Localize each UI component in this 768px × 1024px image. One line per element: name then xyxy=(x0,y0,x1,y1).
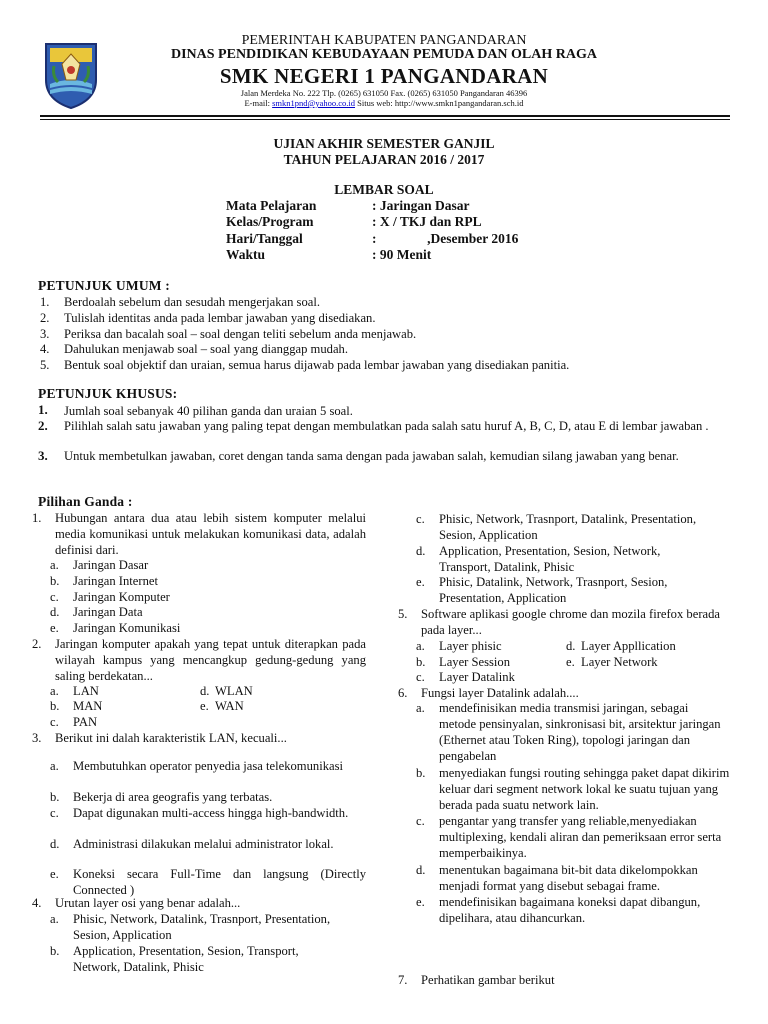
option-letter: b. xyxy=(50,574,60,588)
question-option: Layer Datalink xyxy=(439,670,515,684)
question-option: Layer Network xyxy=(581,655,658,669)
question-number: 4. xyxy=(32,896,42,910)
option-letter: e. xyxy=(416,575,425,589)
option-letter: d. xyxy=(200,684,210,698)
question-number: 6. xyxy=(398,686,408,700)
general-instruction-item: Bentuk soal objektif dan uraian, semua harus dijawab pada lembar jawaban yang disediakan panitia. xyxy=(64,358,570,372)
question-option: Jaringan Internet xyxy=(73,574,158,588)
header-divider-thick xyxy=(40,115,730,117)
question-number: 5. xyxy=(398,607,408,621)
question-option: PAN xyxy=(73,715,98,729)
list-number: 1. xyxy=(40,295,50,309)
question-number: 2. xyxy=(32,637,42,651)
question-text: Urutan layer osi yang benar adalah... xyxy=(55,896,241,910)
option-letter: a. xyxy=(50,558,59,572)
option-letter: d. xyxy=(566,639,576,653)
list-number: 2. xyxy=(38,418,48,433)
question-number: 3. xyxy=(32,731,42,745)
option-letter: a. xyxy=(416,701,425,715)
option-letter: c. xyxy=(50,806,59,820)
list-number: 5. xyxy=(40,358,50,372)
question-option: Jaringan Data xyxy=(73,605,143,619)
question-text: Berikut ini dalah karakteristik LAN, kecuali... xyxy=(55,731,287,745)
field-value-time: : 90 Menit xyxy=(372,247,432,262)
header-department: DINAS PENDIDIKAN KEBUDAYAAN PEMUDA DAN OLAH RAGA xyxy=(170,47,597,62)
option-letter: b. xyxy=(416,766,426,780)
exam-sheet-title: LEMBAR SOAL xyxy=(334,182,434,197)
question-option: Koneksi secara Full-Time dan langsung (Directly Connected ) xyxy=(73,867,366,897)
question-option: Application, Presentation, Sesion, Transport, Network, Datalink, Phisic xyxy=(73,944,299,974)
list-number: 2. xyxy=(40,311,50,325)
question-option: Administrasi dilakukan melalui administrator lokal. xyxy=(73,837,334,851)
question-option: pengantar yang transfer yang reliable,menyediakan multiplexing, kendali aliran dan pemeriksaan error serta memperbaikinya. xyxy=(439,814,722,860)
email-link[interactable]: smkn1pnd@yahoo.co.id xyxy=(272,98,356,108)
question-option: WAN xyxy=(215,699,244,713)
question-option: Dapat digunakan multi-access hingga high-bandwidth. xyxy=(73,806,349,820)
option-letter: a. xyxy=(50,684,59,698)
question-option: Layer Session xyxy=(439,655,510,669)
general-instruction-item: Periksa dan bacalah soal – soal dengan teliti sebelum anda menjawab. xyxy=(64,327,417,341)
header-contact xyxy=(0,98,768,108)
option-letter: e. xyxy=(416,895,425,909)
option-letter: a. xyxy=(50,759,59,773)
option-letter: e. xyxy=(200,699,209,713)
option-letter: d. xyxy=(416,544,426,558)
specific-instruction-item: Jumlah soal sebanyak 40 pilihan ganda dan uraian 5 soal. xyxy=(64,404,353,418)
question-text: Fungsi layer Datalink adalah.... xyxy=(421,686,579,700)
specific-instructions-heading: PETUNJUK KHUSUS: xyxy=(38,386,178,401)
question-option: Layer Appllication xyxy=(581,639,676,653)
option-letter: d. xyxy=(50,605,60,619)
option-letter: c. xyxy=(416,814,425,828)
header-divider-thin xyxy=(40,119,730,120)
option-letter: b. xyxy=(50,944,60,958)
option-letter: c. xyxy=(50,590,59,604)
field-label-date: Hari/Tanggal xyxy=(226,231,303,246)
question-option: Jaringan Komunikasi xyxy=(73,621,181,635)
option-letter: b. xyxy=(50,699,60,713)
field-label-subject: Mata Pelajaran xyxy=(226,198,317,213)
question-text: Jaringan komputer apakah yang tepat untuk diterapkan pada wilayah kampus yang mencangkup gedung-gedung yang saling berdekatan... xyxy=(55,637,366,683)
website-text: Situs web: http://www.smkn1pangandaran.sch.id xyxy=(357,98,524,108)
question-option: Application, Presentation, Sesion, Network, Transport, Datalink, Phisic xyxy=(439,544,661,574)
specific-instruction-item: Pilihlah salah satu jawaban yang paling tepat dengan membulatkan pada salah satu huruf A, B, C, D, atau E di lembar jawaban . xyxy=(64,419,709,433)
question-number: 7. xyxy=(398,973,408,987)
exam-year: TAHUN PELAJARAN 2016 / 2017 xyxy=(283,152,485,167)
general-instruction-item: Tulislah identitas anda pada lembar jawaban yang disediakan. xyxy=(64,311,376,325)
question-text: Perhatikan gambar berikut xyxy=(421,973,555,987)
exam-title: UJIAN AKHIR SEMESTER GANJIL xyxy=(273,136,495,151)
question-option: Phisic, Network, Datalink, Trasnport, Presentation, Sesion, Application xyxy=(73,912,331,942)
option-letter: c. xyxy=(50,715,59,729)
question-option: Layer phisic xyxy=(439,639,502,653)
question-option: Bekerja di area geografis yang terbatas. xyxy=(73,790,273,804)
question-option: Jaringan Dasar xyxy=(73,558,149,572)
option-letter: a. xyxy=(50,912,59,926)
question-option: Phisic, Network, Trasnport, Datalink, Presentation, Sesion, Application xyxy=(439,512,697,542)
question-option: Membutuhkan operator penyedia jasa telekomunikasi xyxy=(73,759,343,773)
general-instructions-heading: PETUNJUK UMUM : xyxy=(38,278,170,293)
question-text: Software aplikasi google chrome dan mozila firefox berada pada layer... xyxy=(421,607,720,637)
question-number: 1. xyxy=(32,511,42,525)
field-value-class: : X / TKJ dan RPL xyxy=(372,214,482,229)
general-instruction-item: Berdoalah sebelum dan sesudah mengerjakan soal. xyxy=(64,295,320,309)
option-letter: b. xyxy=(416,655,426,669)
option-letter: b. xyxy=(50,790,60,804)
list-number: 4. xyxy=(40,342,50,356)
list-number: 3. xyxy=(38,448,48,463)
header-government: PEMERINTAH KABUPATEN PANGANDARAN xyxy=(241,33,527,48)
option-letter: c. xyxy=(416,670,425,684)
option-letter: d. xyxy=(416,863,426,877)
option-letter: a. xyxy=(416,639,425,653)
header-school-name: SMK NEGERI 1 PANGANDARAN xyxy=(219,64,549,88)
option-letter: c. xyxy=(416,512,425,526)
header-address: Jalan Merdeka No. 222 Tlp. (0265) 631050 Fax. (0265) 631050 Pangandaran 46396 xyxy=(240,88,528,98)
question-option: Phisic, Datalink, Network, Trasnport, Sesion, Presentation, Application xyxy=(439,575,668,605)
list-number: 1. xyxy=(38,402,48,417)
question-option: menentukan bagaimana bit-bit data dikelompokkan menjadi format yang disebut sebagai frame. xyxy=(439,863,698,893)
question-option: Jaringan Komputer xyxy=(73,590,170,604)
question-text: Hubungan antara dua atau lebih sistem komputer melalui media komunikasi untuk melakukan komunikasi data, adalah definisi dari. xyxy=(55,511,366,557)
option-letter: e. xyxy=(50,867,59,881)
question-option: MAN xyxy=(73,699,103,713)
question-option: mendefinisikan media transmisi jaringan, sebagai metode pensinyalan, sinkronisasi bit, arsitektur jaringan (Ethernet atau Token Ring), topologi jaringan dan pengabelan xyxy=(439,701,721,763)
field-label-time: Waktu xyxy=(226,247,266,262)
field-value-subject: : Jaringan Dasar xyxy=(372,198,470,213)
field-value-date: : ,Desember 2016 xyxy=(372,231,519,246)
question-option: mendefinisikan bagaimana koneksi dapat dibangun, dipelihara, atau dihancurkan. xyxy=(439,895,701,925)
option-letter: d. xyxy=(50,837,60,851)
question-option: WLAN xyxy=(215,684,253,698)
list-number: 3. xyxy=(40,327,50,341)
question-option: menyediakan fungsi routing sehingga paket dapat dikirim keluar dari segment network lokal ke suatu tujuan yang berada pada suatu network lain. xyxy=(439,766,730,812)
email-label: E-mail: xyxy=(244,98,270,108)
multiple-choice-heading: Pilihan Ganda : xyxy=(38,494,133,509)
option-letter: e. xyxy=(566,655,575,669)
specific-instruction-item: Untuk membetulkan jawaban, coret dengan tanda sama dengan pada jawaban salah, kemudian silang jawaban yang benar. xyxy=(64,449,679,463)
field-label-class: Kelas/Program xyxy=(226,214,314,229)
question-option: LAN xyxy=(73,684,99,698)
option-letter: e. xyxy=(50,621,59,635)
general-instruction-item: Dahulukan menjawab soal – soal yang dianggap mudah. xyxy=(64,342,348,356)
